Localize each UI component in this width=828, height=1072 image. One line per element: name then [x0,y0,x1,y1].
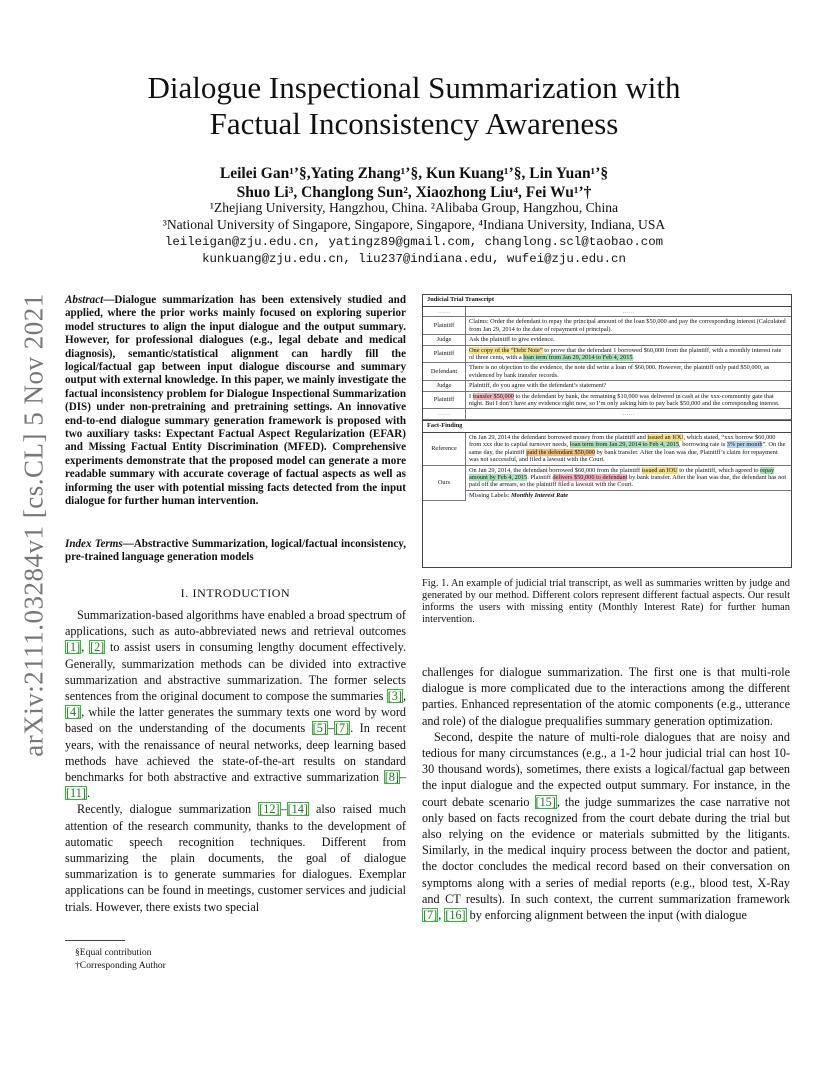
citation-link[interactable]: [7] [423,908,438,923]
citation-link[interactable]: [11] [66,786,86,801]
citation-link[interactable]: [4] [66,705,81,720]
intro-left-column [65,607,406,915]
table-row: Judge Plaintiff, do you agree with the defendant’s statement? [423,381,791,391]
citation-link[interactable]: [12] [259,802,280,817]
emails [60,234,768,268]
footnotes [75,946,166,972]
intro-right-column [422,664,790,923]
citation-link[interactable]: [1] [66,640,81,655]
citation-link[interactable]: [8] [384,770,399,785]
citation-link[interactable]: [14] [287,802,308,817]
citation-link[interactable]: [5] [312,721,327,736]
table-row: Defendant There is no objection to the evidence, the note did write a loan of $60,000. However, the plaintiff only paid $50,000, as evidenced by bank transfer records. [423,363,791,381]
table-row: Ours On Jan 29, 2014, the defendant borrowed $60,000 from the plaintiff issued an IOU to the plaintiff, which agreed to repay amount by Feb 4, 2015. Plaintiff delivers $50,000 to defendant by bank transfer. After the loan was due, the defendant has not paid off the arrears, so the plaintiff filed a lawsuit with the Court. [423,465,791,490]
fact-finding-header: Fact-Finding [423,420,791,433]
index-terms-text: —Abstractive Summarization, logical/factual inconsistency, pre-trained language generation models [65,538,406,564]
transcript-header: Judicial Trial Transcript [423,295,791,307]
affil-line-1: ¹Zhejiang University, Hangzhou, China. ²Alibaba Group, Hangzhou, China [209,200,619,215]
emails-line-1: leileigan@zju.edu.cn, yatingz89@gmail.com, changlong.scl@taobao.com [164,235,664,249]
emails-line-2: kunkuang@zju.edu.cn, liu237@indiana.edu, wufei@zju.edu.cn [202,252,626,266]
title-line-2: Factual Inconsistency Awareness [209,106,619,141]
table-row: Plaintiff Claims: Order the defendant to repay the principal amount of the loan $50,000 and pay the corresponding interest (Calculated from Jan 29, 2014 to the date of repayment of principal). [423,317,791,335]
right-paragraph-2: Second, despite the nature of multi-role dialogues that are noisy and tedious for many circumstances (e.g., a 1-2 hour judicial trial can host 10-30 thousand words), sometimes, there exists a logical/factual gap between the input dialogue and the expected output summary. For instance, in the court debate scenario [15], the judge summarizes the case narrative not only based on facts recognized from the court debate during the trial but also relying on the evidence or materials submitted by the litigants. Similarly, in the medical inquiry process between the doctor and patient, the doctor concludes the medical record based on their conversation on symptoms along with a series of medial reports (e.g., blood test, X-Ray and CT results). In such context, the current summarization framework [7], [16] by enforcing alignment between the input (with dialogue [422,729,790,923]
authors [60,164,768,202]
intro-paragraph-1: Summarization-based algorithms have enabled a broad spectrum of applications, such as auto-abbreviated news and retrieval outcomes [1], [2] to assist users in consuming lengthy document effectively. Generally, summarization methods can be divided into extractive summarization and abstractive summarization. The former selects sentences from the original document to compose the summaries [3], [4], while the latter generates the summary texts one word by word based on the understanding of the documents [5]–[7]. In recent years, with the renaissance of neural networks, deep learning based methods have achieved the state-of-the-art results on standard benchmarks for both abstractive and extractive summarization [8]–[11]. [65,608,407,801]
table-row: Judge Ask the plaintiff to give evidence. [423,335,791,345]
abstract-text: —Dialogue summarization has been extensively studied and applied, where the prior works mainly focused on exploring superior model structures to align the input dialogue and the output summary. However, for professional dialogues (e.g., legal debate and medical diagnosis), semantic/statistical alignment can hardly fill the logical/factual gap between input dialogue discourse and summary output with external knowledge. In this paper, we mainly investigate the factual inconsistency problem for Dialogue Inspectional Summarization (DIS) under non-pretraining and pretraining settings. An innovative end-to-end dialogue summary generation framework is proposed with two auxiliary tasks: Expectant Factual Aspect Regularization (EFAR) and Missing Factual Entity Discrimination (MFED). Comprehensive experiments demonstrate that the proposed model can generate a more readable summary with accurate coverage of factual aspects as well as informing the user with potential missing facts detected from the input dialogue for further human intervention. [65,294,406,508]
citation-link[interactable]: [3] [387,689,402,704]
summary-table [423,433,791,501]
table-row: Missing Labels: Monthly Interest Rate [469,491,569,499]
figure-caption: Fig. 1. An example of judicial trial transcript, as well as summaries written by judge and generated by our method. Different colors represent different factual aspects. Our result informs the users with missing entity (Monthly Interest Rate) for further human intervention. [422,578,790,625]
affiliations [60,199,768,233]
table-row: …… …… [423,409,791,419]
arxiv-side-label: arXiv:2111.03284v1 [cs.CL] 5 Nov 2021 [18,293,49,757]
abstract-label: Abstract [65,294,104,306]
transcript-table [423,307,791,420]
authors-line-2: Shuo Li³, Changlong Sun², Xiaozhong Liu⁴, Fei Wu¹ʼ† [236,184,592,201]
citation-link[interactable]: [7] [334,721,350,736]
citation-link[interactable]: [15] [535,794,556,809]
table-row: …… …… [423,307,791,317]
table-row: Plaintiff I transfer $50,000 to the defendant by bank, the remaining $10,000 was delivered in cash at the xxx-community gate that night. But I don’t have any evidence right now, so I’m only asking him to pay back $50,000 and the corresponding interest. [423,391,791,409]
section-heading: I. INTRODUCTION [180,586,291,600]
abstract [65,294,406,509]
authors-line-1: Leilei Gan¹ʼ§,Yating Zhang¹ʼ§, Kun Kuang¹ʼ§, Lin Yuan¹ʼ§ [219,165,609,182]
intro-paragraph-2: Recently, dialogue summarization [12]–[14] also raised much attention of the research community, thanks to the development of automatic speech recognition techniques. Different from summarizing the plain documents, the goal of dialogue summarization is to generate summaries for dialogues. Exemplar applications can be found in meetings, customer services and judicial trials. However, there exists two special [65,802,406,914]
right-paragraph-1: challenges for dialogue summarization. The first one is that multi-role dialogue is more complicated due to the interactions among the different parties. Enhanced representation of the atomic components (e.g., utterance and role) of the dialogue prequalifies summary generation optimization. [422,665,790,728]
table-row: Plaintiff One copy of the “Debt Note” to prove that the defendant 1 borrowed $60,000 from the plaintiff, with a monthly interest rate of three cents, with a loan term from Jan 29, 2014 to Feb 4, 2015. [423,345,791,363]
footnote-corresponding: †Corresponding Author [75,960,166,971]
index-terms-label: Index Terms [65,538,123,550]
figure-1 [422,294,792,568]
citation-link[interactable]: [2] [90,640,105,655]
paper-title [60,70,768,142]
index-terms [65,538,406,565]
title-line-1: Dialogue Inspectional Summarization with [147,70,681,105]
table-row: Reference On Jan 29, 2014 the defendant borrowed money from the plaintiff and issued an IOU, which stated, “xxx borrow $60,000 from xxx due to capital turnover needs, loan term from Jan 29, 2014 to Feb 4, 2015, borrowing rate is 3% per month”. On the same day, the plaintiff paid the defendant $50,000 by bank transfer. After the loan was due, Plaintiff’s claim for repayment was not successful, and filed a lawsuit with the Court. [423,433,791,465]
affil-line-2: ³National University of Singapore, Singapore, Singapore, ⁴Indiana University, Indiana, USA [162,217,666,232]
citation-link[interactable]: [16] [445,908,466,923]
footnote-equal: §Equal contribution [75,947,152,958]
